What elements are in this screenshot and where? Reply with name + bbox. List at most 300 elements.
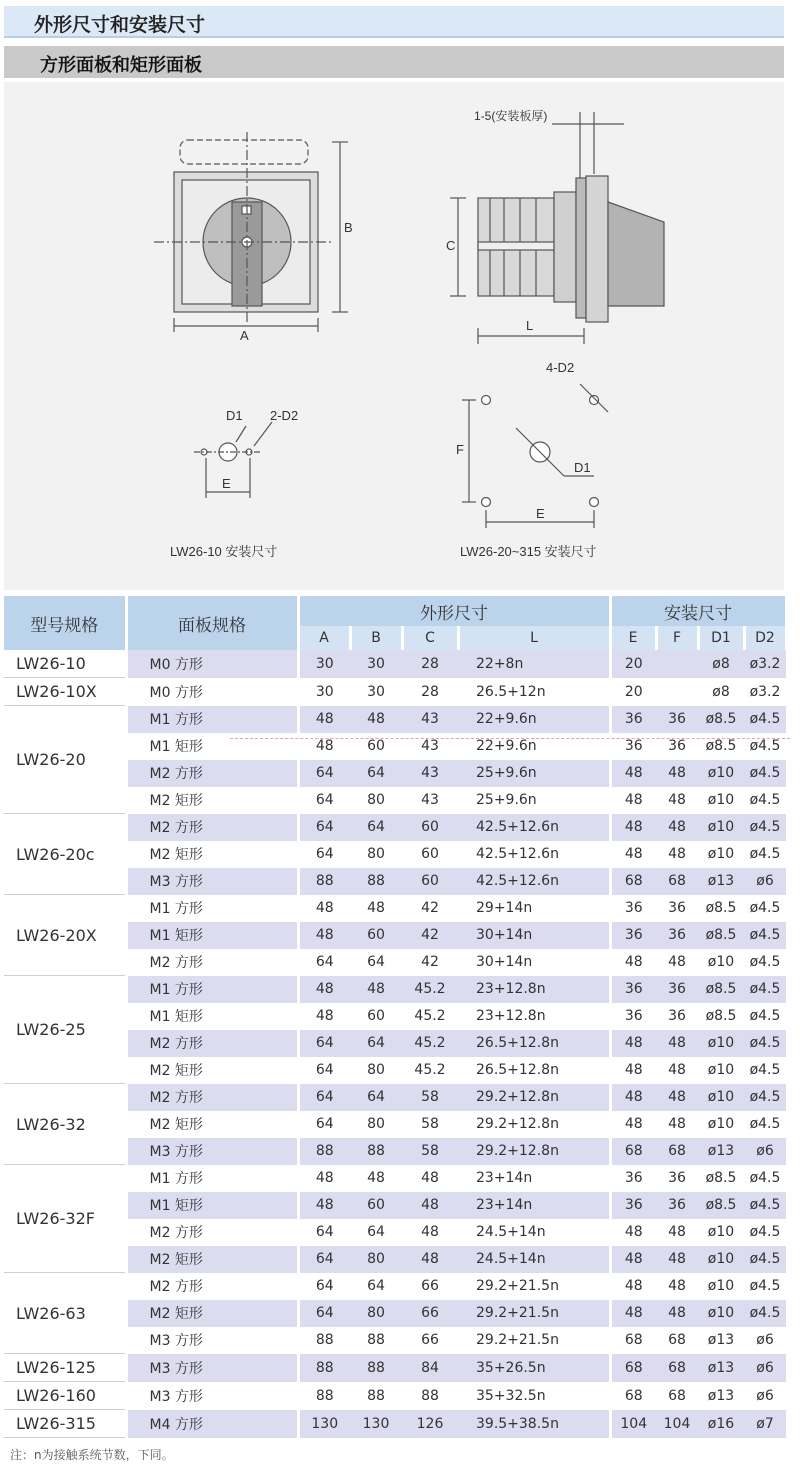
cell-L: 23+12.8n (458, 976, 610, 1003)
cell-F: 36 (656, 922, 698, 949)
header-D2: D2 (744, 626, 786, 650)
label-4D2: 4-D2 (546, 360, 575, 375)
cell-B: 64 (350, 814, 402, 841)
model-cell: LW26-160 (4, 1382, 126, 1410)
cell-B: 88 (350, 1138, 402, 1165)
cell-F: 36 (656, 895, 698, 922)
cell-C: 48 (402, 1219, 458, 1246)
cell-D2: ø4.5 (744, 706, 786, 733)
cell-C: 43 (402, 733, 458, 760)
cell-D2: ø4.5 (744, 1165, 786, 1192)
cell-L: 22+8n (458, 650, 610, 678)
cell-D1: ø8.5 (698, 1165, 744, 1192)
cell-C: 43 (402, 706, 458, 733)
cell-A: 30 (298, 650, 350, 678)
cell-D1: ø13 (698, 1327, 744, 1354)
table-row (4, 1354, 786, 1382)
cell-D1: ø10 (698, 1300, 744, 1327)
cell-A: 88 (298, 1327, 350, 1354)
cell-F: 48 (656, 1030, 698, 1057)
cell-E: 48 (610, 1246, 656, 1273)
cell-A: 48 (298, 733, 350, 760)
cell-F: 36 (656, 1192, 698, 1219)
cell-L: 26.5+12n (458, 678, 610, 706)
cell-B: 48 (350, 895, 402, 922)
cell-L: 42.5+12.6n (458, 814, 610, 841)
cell-A: 48 (298, 706, 350, 733)
cell-A: 48 (298, 1003, 350, 1030)
cell-B: 48 (350, 1165, 402, 1192)
panel-cell: M2 方形 (126, 949, 298, 976)
panel-cell: M1 矩形 (126, 922, 298, 949)
cell-F: 48 (656, 1246, 698, 1273)
cell-F: 48 (656, 1219, 698, 1246)
cell-D1: ø10 (698, 787, 744, 814)
label-E-left: E (222, 476, 231, 491)
cell-C: 84 (402, 1354, 458, 1382)
label-plate-thickness: 1-5(安装板厚) (474, 109, 548, 123)
cell-C: 66 (402, 1300, 458, 1327)
cell-L: 35+26.5n (458, 1354, 610, 1382)
cell-D2: ø4.5 (744, 1192, 786, 1219)
cell-D1: ø10 (698, 760, 744, 787)
cell-A: 64 (298, 841, 350, 868)
cell-B: 88 (350, 868, 402, 895)
cell-E: 48 (610, 814, 656, 841)
cell-B: 64 (350, 760, 402, 787)
cell-A: 64 (298, 1246, 350, 1273)
cell-F: 36 (656, 1165, 698, 1192)
model-cell: LW26-20c (4, 814, 126, 895)
cell-B: 30 (350, 678, 402, 706)
cell-D1: ø8.5 (698, 1192, 744, 1219)
cell-D2: ø4.5 (744, 760, 786, 787)
cell-A: 64 (298, 1273, 350, 1300)
cell-A: 88 (298, 1382, 350, 1410)
cell-D1: ø8.5 (698, 976, 744, 1003)
label-2D2: 2-D2 (270, 408, 299, 423)
cell-D1: ø10 (698, 1084, 744, 1111)
cell-L: 29.2+12.8n (458, 1138, 610, 1165)
cell-B: 60 (350, 1192, 402, 1219)
cell-D1: ø10 (698, 1273, 744, 1300)
cell-D1: ø8.5 (698, 922, 744, 949)
table-row (4, 1382, 786, 1410)
dashed-guide-line (230, 738, 790, 739)
cell-A: 64 (298, 1057, 350, 1084)
cell-L: 30+14n (458, 922, 610, 949)
cell-E: 36 (610, 922, 656, 949)
cell-D1: ø10 (698, 814, 744, 841)
table-row (4, 678, 786, 706)
cell-B: 80 (350, 787, 402, 814)
cell-C: 126 (402, 1410, 458, 1438)
cell-L: 26.5+12.8n (458, 1030, 610, 1057)
cell-C: 58 (402, 1111, 458, 1138)
cell-F: 48 (656, 814, 698, 841)
cell-D1: ø13 (698, 868, 744, 895)
spec-table (4, 596, 788, 1438)
cell-B: 88 (350, 1382, 402, 1410)
caption-left: LW26-10 安装尺寸 (170, 544, 278, 559)
cell-E: 48 (610, 1084, 656, 1111)
header-A: A (298, 626, 350, 650)
cell-E: 36 (610, 1165, 656, 1192)
cell-D2: ø4.5 (744, 1084, 786, 1111)
cell-L: 29.2+21.5n (458, 1273, 610, 1300)
header-F: F (656, 626, 698, 650)
panel-cell: M1 矩形 (126, 1003, 298, 1030)
panel-cell: M0 方形 (126, 678, 298, 706)
model-cell: LW26-25 (4, 976, 126, 1084)
panel-cell: M3 方形 (126, 1382, 298, 1410)
cell-B: 60 (350, 733, 402, 760)
table-row (4, 1410, 786, 1438)
cell-A: 64 (298, 1030, 350, 1057)
table-row (4, 650, 786, 678)
section-title: 外形尺寸和安装尺寸 (34, 14, 206, 36)
cell-D1: ø8.5 (698, 1003, 744, 1030)
cell-F: 48 (656, 1273, 698, 1300)
cell-B: 64 (350, 1273, 402, 1300)
cell-E: 36 (610, 1003, 656, 1030)
cell-B: 30 (350, 650, 402, 678)
cell-L: 24.5+14n (458, 1246, 610, 1273)
cell-L: 22+9.6n (458, 706, 610, 733)
panel-cell: M2 方形 (126, 1030, 298, 1057)
cell-F (656, 650, 698, 678)
cell-D2: ø6 (744, 1354, 786, 1382)
cell-B: 48 (350, 976, 402, 1003)
header-mount: 安装尺寸 (610, 596, 786, 626)
cell-C: 48 (402, 1192, 458, 1219)
cell-C: 28 (402, 650, 458, 678)
cell-L: 35+32.5n (458, 1382, 610, 1410)
cell-E: 36 (610, 976, 656, 1003)
section-title-bar (4, 6, 784, 38)
header-B: B (350, 626, 402, 650)
cell-D2: ø4.5 (744, 895, 786, 922)
cell-A: 48 (298, 922, 350, 949)
label-A: A (240, 328, 249, 343)
cell-D1: ø10 (698, 1111, 744, 1138)
cell-D1: ø10 (698, 841, 744, 868)
cell-B: 80 (350, 1300, 402, 1327)
cell-E: 48 (610, 841, 656, 868)
cell-F: 48 (656, 1300, 698, 1327)
cell-L: 30+14n (458, 949, 610, 976)
cell-D2: ø7 (744, 1410, 786, 1438)
cell-C: 66 (402, 1327, 458, 1354)
table-row (4, 706, 786, 733)
cell-E: 48 (610, 787, 656, 814)
cell-D2: ø4.5 (744, 814, 786, 841)
cell-E: 36 (610, 895, 656, 922)
cell-C: 60 (402, 814, 458, 841)
cell-C: 58 (402, 1084, 458, 1111)
cell-A: 64 (298, 760, 350, 787)
panel-cell: M2 方形 (126, 1273, 298, 1300)
cell-L: 29+14n (458, 895, 610, 922)
dimension-diagram (4, 82, 784, 590)
cell-C: 66 (402, 1273, 458, 1300)
cell-F: 48 (656, 841, 698, 868)
front-label-holder (180, 140, 308, 164)
cell-E: 20 (610, 678, 656, 706)
panel-cell: M2 矩形 (126, 1057, 298, 1084)
cell-B: 80 (350, 1246, 402, 1273)
cell-D1: ø10 (698, 1219, 744, 1246)
cell-C: 60 (402, 841, 458, 868)
cell-E: 36 (610, 1192, 656, 1219)
cell-C: 28 (402, 678, 458, 706)
cell-F: 48 (656, 760, 698, 787)
cell-C: 45.2 (402, 1030, 458, 1057)
cell-C: 48 (402, 1165, 458, 1192)
cell-F (656, 678, 698, 706)
panel-cell: M1 矩形 (126, 733, 298, 760)
cell-A: 48 (298, 1165, 350, 1192)
panel-cell: M2 矩形 (126, 787, 298, 814)
cell-D1: ø10 (698, 1057, 744, 1084)
cell-C: 88 (402, 1382, 458, 1410)
cell-F: 68 (656, 868, 698, 895)
cell-C: 45.2 (402, 1003, 458, 1030)
cell-D2: ø6 (744, 868, 786, 895)
cell-B: 60 (350, 922, 402, 949)
cell-B: 64 (350, 1084, 402, 1111)
cell-A: 64 (298, 1111, 350, 1138)
cell-C: 42 (402, 949, 458, 976)
cell-L: 22+9.6n (458, 733, 610, 760)
cell-C: 60 (402, 868, 458, 895)
cell-B: 64 (350, 949, 402, 976)
panel-cell: M2 矩形 (126, 1300, 298, 1327)
cell-F: 68 (656, 1382, 698, 1410)
panel-cell: M2 方形 (126, 760, 298, 787)
table-row (4, 1165, 786, 1192)
footnote: 注：n为接触系统节数，下同。 (10, 1448, 174, 1462)
model-cell: LW26-10 (4, 650, 126, 678)
subsection-title-bar (4, 46, 784, 78)
model-cell: LW26-20X (4, 895, 126, 976)
cell-E: 68 (610, 1138, 656, 1165)
panel-cell: M2 矩形 (126, 1111, 298, 1138)
panel-cell: M2 矩形 (126, 1246, 298, 1273)
table-row (4, 814, 786, 841)
label-C: C (446, 238, 456, 253)
cell-E: 68 (610, 1327, 656, 1354)
cell-A: 88 (298, 868, 350, 895)
cell-B: 60 (350, 1003, 402, 1030)
cell-D2: ø6 (744, 1382, 786, 1410)
cell-D2: ø6 (744, 1327, 786, 1354)
panel-cell: M1 方形 (126, 706, 298, 733)
cell-D1: ø10 (698, 1246, 744, 1273)
model-cell: LW26-63 (4, 1273, 126, 1354)
cell-E: 48 (610, 1030, 656, 1057)
cell-E: 48 (610, 760, 656, 787)
label-E-right: E (536, 506, 545, 521)
panel-cell: M2 方形 (126, 1084, 298, 1111)
cell-F: 68 (656, 1138, 698, 1165)
cell-D1: ø10 (698, 1030, 744, 1057)
cell-D2: ø4.5 (744, 1057, 786, 1084)
table-row (4, 895, 786, 922)
panel-cell: M2 方形 (126, 1219, 298, 1246)
cell-B: 64 (350, 1219, 402, 1246)
cell-C: 58 (402, 1138, 458, 1165)
cell-B: 80 (350, 1057, 402, 1084)
cell-A: 88 (298, 1138, 350, 1165)
panel-cell: M4 方形 (126, 1410, 298, 1438)
cell-D2: ø4.5 (744, 1300, 786, 1327)
cell-D2: ø4.5 (744, 733, 786, 760)
cell-C: 48 (402, 1246, 458, 1273)
cell-A: 64 (298, 1084, 350, 1111)
cell-D1: ø8 (698, 650, 744, 678)
cell-D2: ø4.5 (744, 1219, 786, 1246)
cell-L: 29.2+21.5n (458, 1327, 610, 1354)
panel-cell: M3 方形 (126, 868, 298, 895)
cell-E: 104 (610, 1410, 656, 1438)
cell-D2: ø3.2 (744, 650, 786, 678)
cell-D1: ø13 (698, 1382, 744, 1410)
header-C: C (402, 626, 458, 650)
label-D1-left: D1 (226, 408, 243, 423)
cell-L: 42.5+12.6n (458, 868, 610, 895)
spec-table-body (4, 650, 786, 1438)
cell-F: 48 (656, 949, 698, 976)
cell-E: 68 (610, 868, 656, 895)
subsection-title: 方形面板和矩形面板 (40, 55, 202, 76)
cell-D1: ø8 (698, 678, 744, 706)
label-B: B (344, 220, 353, 235)
cell-L: 23+14n (458, 1192, 610, 1219)
cell-F: 104 (656, 1410, 698, 1438)
cell-F: 36 (656, 733, 698, 760)
cell-D2: ø4.5 (744, 1030, 786, 1057)
cell-L: 42.5+12.6n (458, 841, 610, 868)
caption-right: LW26-20~315 安装尺寸 (460, 544, 597, 559)
cell-E: 48 (610, 1273, 656, 1300)
cell-D1: ø8.5 (698, 895, 744, 922)
panel-cell: M3 方形 (126, 1327, 298, 1354)
cell-F: 48 (656, 787, 698, 814)
cell-L: 39.5+38.5n (458, 1410, 610, 1438)
cell-E: 20 (610, 650, 656, 678)
cell-B: 64 (350, 1030, 402, 1057)
cell-F: 36 (656, 976, 698, 1003)
panel-cell: M3 方形 (126, 1354, 298, 1382)
cell-D1: ø10 (698, 949, 744, 976)
label-F: F (456, 442, 464, 457)
model-cell: LW26-125 (4, 1354, 126, 1382)
cell-F: 48 (656, 1111, 698, 1138)
cell-C: 45.2 (402, 976, 458, 1003)
cell-F: 36 (656, 706, 698, 733)
table-row (4, 976, 786, 1003)
label-D1-right: D1 (574, 460, 591, 475)
cell-D2: ø4.5 (744, 787, 786, 814)
model-cell: LW26-32 (4, 1084, 126, 1165)
cell-D1: ø13 (698, 1354, 744, 1382)
cell-D2: ø4.5 (744, 1111, 786, 1138)
panel-cell: M1 方形 (126, 895, 298, 922)
model-cell: LW26-10X (4, 678, 126, 706)
cell-F: 36 (656, 1003, 698, 1030)
cell-B: 48 (350, 706, 402, 733)
cell-E: 36 (610, 706, 656, 733)
header-outline: 外形尺寸 (298, 596, 610, 626)
panel-cell: M1 方形 (126, 976, 298, 1003)
cell-B: 88 (350, 1354, 402, 1382)
cell-F: 68 (656, 1354, 698, 1382)
cell-E: 36 (610, 733, 656, 760)
dimension-drawing (4, 82, 784, 590)
cell-A: 88 (298, 1354, 350, 1382)
header-panel: 面板规格 (126, 596, 298, 650)
cell-D1: ø16 (698, 1410, 744, 1438)
cell-D1: ø8.5 (698, 733, 744, 760)
cell-E: 48 (610, 949, 656, 976)
cell-C: 42 (402, 922, 458, 949)
cell-E: 68 (610, 1382, 656, 1410)
panel-cell: M1 方形 (126, 1165, 298, 1192)
table-row (4, 1084, 786, 1111)
cell-E: 68 (610, 1354, 656, 1382)
cell-L: 23+14n (458, 1165, 610, 1192)
cell-D2: ø4.5 (744, 922, 786, 949)
cell-L: 25+9.6n (458, 760, 610, 787)
cell-L: 25+9.6n (458, 787, 610, 814)
cell-E: 48 (610, 1111, 656, 1138)
cell-C: 45.2 (402, 1057, 458, 1084)
model-cell: LW26-315 (4, 1410, 126, 1438)
header-D1: D1 (698, 626, 744, 650)
cell-L: 29.2+12.8n (458, 1084, 610, 1111)
cell-A: 64 (298, 1219, 350, 1246)
cell-D2: ø4.5 (744, 841, 786, 868)
cell-B: 80 (350, 841, 402, 868)
cell-L: 29.2+12.8n (458, 1111, 610, 1138)
cell-A: 64 (298, 1300, 350, 1327)
cell-E: 48 (610, 1219, 656, 1246)
cell-D2: ø4.5 (744, 1273, 786, 1300)
cell-D1: ø13 (698, 1138, 744, 1165)
cell-F: 48 (656, 1084, 698, 1111)
cell-D2: ø4.5 (744, 1003, 786, 1030)
cell-D2: ø4.5 (744, 976, 786, 1003)
label-L: L (526, 318, 534, 333)
cell-E: 48 (610, 1057, 656, 1084)
cell-A: 130 (298, 1410, 350, 1438)
cell-B: 88 (350, 1327, 402, 1354)
cell-D2: ø4.5 (744, 949, 786, 976)
cell-L: 23+12.8n (458, 1003, 610, 1030)
header-E: E (610, 626, 656, 650)
cell-L: 24.5+14n (458, 1219, 610, 1246)
model-cell: LW26-32F (4, 1165, 126, 1273)
cell-L: 26.5+12.8n (458, 1057, 610, 1084)
cell-A: 64 (298, 787, 350, 814)
panel-cell: M0 方形 (126, 650, 298, 678)
cell-E: 48 (610, 1300, 656, 1327)
cell-B: 80 (350, 1111, 402, 1138)
table-row (4, 1273, 786, 1300)
cell-F: 68 (656, 1327, 698, 1354)
cell-A: 64 (298, 949, 350, 976)
